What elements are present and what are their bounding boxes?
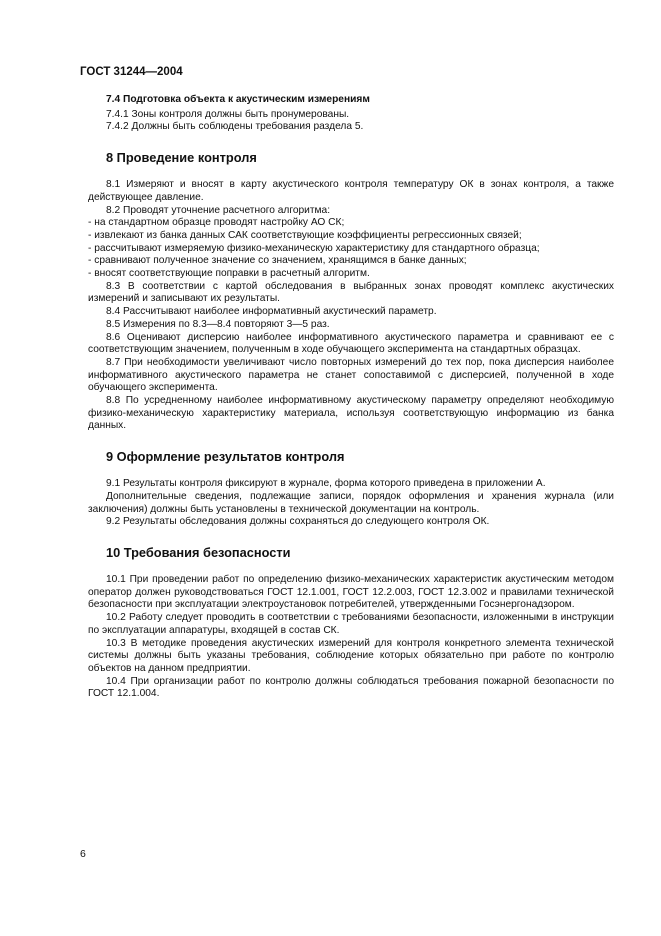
paragraph-10-1: 10.1 При проведении работ по определению физико-механических характеристик акустическим методом оператор должен руководствоваться ГОСТ 12.1.001, ГОСТ 12.2.003, ГОСТ 12.3.002 и правилами технической безопасности при эксплуатации электроустановок потребителей, утвержденными Госэнергонадзором.	[88, 573, 614, 611]
paragraph-8-8: 8.8 По усредненному наиболее информативному акустическому параметру определяют необходимую физико-механическую характеристику материала, используя соответствующую информацию из банка данных.	[88, 395, 614, 432]
list-item: - на стандартном образце проводят настройку АО СК;	[88, 217, 345, 229]
paragraph-9-1: 9.1 Результаты контроля фиксируют в журнале, форма которого приведена в приложении А.	[106, 478, 546, 490]
document-code: ГОСТ 31244—2004	[80, 66, 183, 78]
paragraph-9-2: 9.2 Результаты обследования должны сохраняться до следующего контроля ОК.	[106, 516, 490, 528]
paragraph-10-2: 10.2 Работу следует проводить в соответствии с требованиями безопасности, изложенными в инструкции по эксплуатации аппаратуры, входящей в состав СК.	[88, 612, 614, 636]
paragraph-10-4: 10.4 При организации работ по контролю должны соблюдаться требования пожарной безопасности по ГОСТ 12.1.004.	[88, 675, 614, 700]
paragraph-8-2: 8.2 Проводят уточнение расчетного алгоритма:	[106, 204, 331, 216]
paragraph-8-7: 8.7 При необходимости увеличивают число повторных измерений до тех пор, пока дисперсия наиболее информативного акустического параметра не станет сопоставимой с дисперсией, полученной в ходе обучающего эксперимента.	[88, 356, 614, 394]
section-title-10: 10 Требования безопасности	[106, 544, 291, 560]
paragraph-7-4-1: 7.4.1 Зоны контроля должны быть пронумерованы.	[106, 108, 350, 120]
paragraph-8-6: 8.6 Оценивают дисперсию наиболее информативного акустического параметра и сравнивают ее с соответствующим значением, полученным в ходе обучающего эксперимента на стандартных образцах.	[88, 331, 614, 356]
section-title-8: 8 Проведение контроля	[106, 150, 257, 166]
section-title-9: 9 Оформление результатов контроля	[106, 449, 345, 465]
subsection-title-7-4: 7.4 Подготовка объекта к акустическим измерениям	[106, 94, 370, 105]
paragraph-8-3: 8.3 В соответствии с картой обследования в выбранных зонах проводят комплекс акустических измерений и записывают их результаты.	[88, 280, 614, 305]
paragraph-8-5: 8.5 Измерения по 8.3—8.4 повторяют 3—5 раз.	[106, 318, 330, 330]
paragraph-10-3: 10.3 В методике проведения акустических измерений для контроля конкретного элемента технической системы должны быть указаны требования, соблюдение которых обязательно при работе по контролю объектов на данном предприятии.	[88, 637, 614, 674]
paragraph-7-4-2: 7.4.2 Должны быть соблюдены требования раздела 5.	[106, 121, 364, 133]
paragraph-8-4: 8.4 Рассчитывают наиболее информативный акустический параметр.	[106, 306, 437, 318]
paragraph-8-1: 8.1 Измеряют и вносят в карту акустического контроля температуру ОК в зонах контроля, а также действующее давление.	[88, 179, 614, 203]
page-number: 6	[80, 848, 86, 860]
list-item: - сравнивают полученное значение со значением, хранящимся в банке данных;	[88, 255, 467, 267]
list-item: - извлекают из банка данных САК соответствующие коэффициенты регрессионных связей;	[88, 229, 522, 241]
list-item: - вносят соответствующие поправки в расчетный алгоритм.	[88, 268, 370, 280]
list-item: - рассчитывают измеряемую физико-механическую характеристику для стандартного образца;	[88, 242, 540, 254]
paragraph-9-1-additional: Дополнительные сведения, подлежащие записи, порядок оформления и хранения журнала (или заключения) должны быть установлены в технической документации на контроль.	[88, 490, 614, 515]
page-content	[88, 92, 614, 701]
